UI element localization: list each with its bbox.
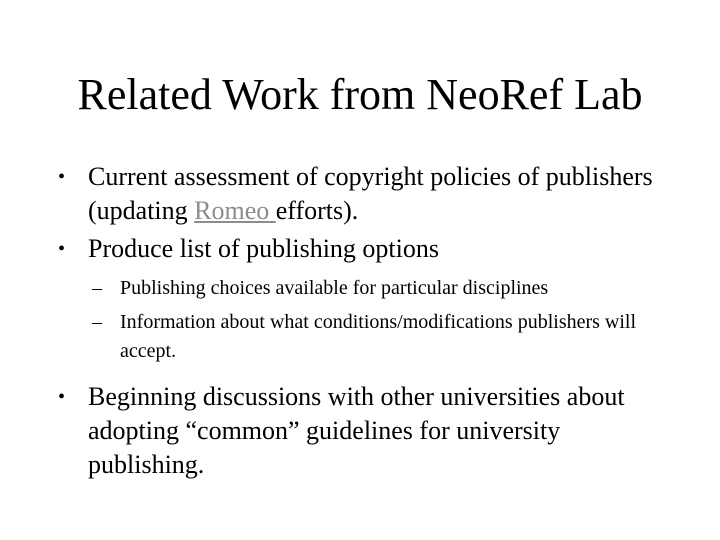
bullet-text: Produce list of publishing options — [88, 234, 439, 263]
bullet-text: Current assessment of copyright policies of publishers (updating — [88, 162, 653, 225]
bullet-item-copyright-assessment — [58, 160, 678, 228]
slide-title: Related Work from NeoRef Lab — [77, 70, 643, 119]
romeo-link[interactable]: Romeo — [194, 196, 276, 225]
bullet-list — [58, 160, 678, 486]
dash-marker: – — [92, 277, 102, 299]
sub-bullet-text: Publishing choices available for particular disciplines — [120, 277, 549, 299]
bullet-text: Beginning discussions with other universities about adopting “common” guidelines for university publishing. — [88, 382, 625, 479]
bullet-marker: • — [58, 166, 66, 188]
bullet-marker: • — [58, 386, 66, 408]
bullet-item-publishing-options — [58, 232, 678, 366]
sub-bullet-list — [88, 274, 678, 366]
dash-marker: – — [92, 311, 102, 333]
bullet-item-discussions — [58, 380, 678, 482]
sub-bullet-item-conditions — [88, 308, 678, 366]
sub-bullet-item-disciplines — [88, 274, 678, 303]
bullet-text-end: efforts). — [275, 196, 359, 225]
sub-bullet-text: Information about what conditions/modifications publishers will accept. — [120, 311, 637, 362]
bullet-marker: • — [58, 238, 66, 260]
